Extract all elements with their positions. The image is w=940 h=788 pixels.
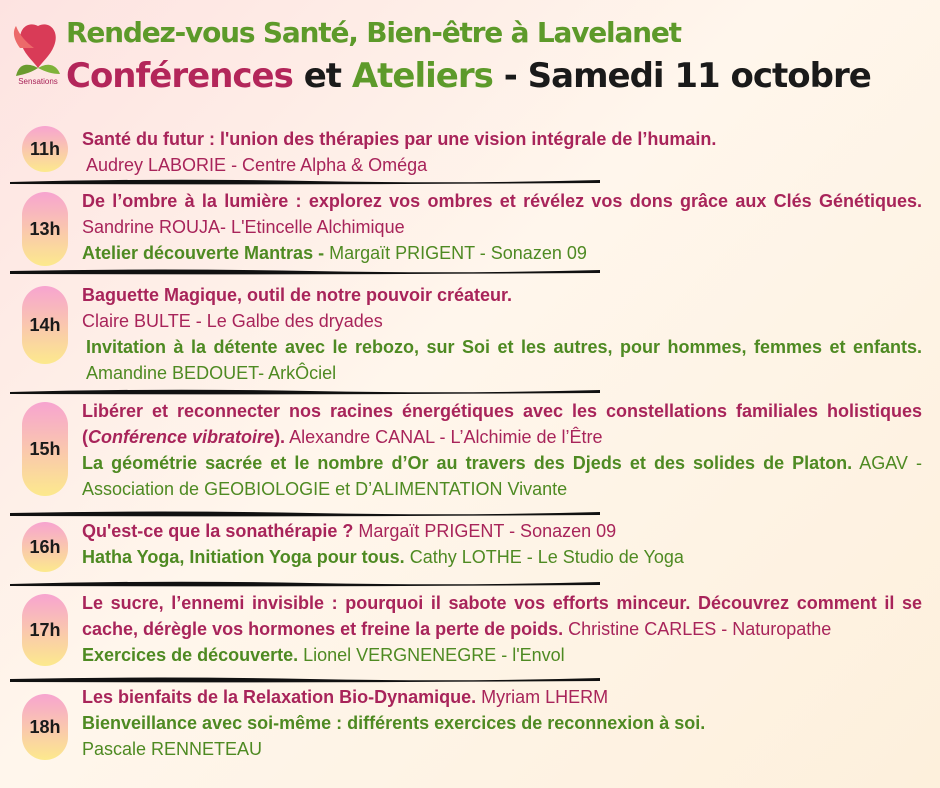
conference-entry: De l’ombre à la lumière : explorez vos ombres et révélez vos dons grâce aux Clés Génétiques. Sandrine ROUJA- L'Etincelle Alchimique <box>82 191 922 237</box>
speaker-line: Pascale RENNETEAU <box>82 739 263 759</box>
svg-text:Sensations: Sensations <box>18 77 58 86</box>
atelier-entry: Hatha Yoga, Initiation Yoga pour tous. Cathy LOTHE - Le Studio de Yoga <box>82 547 684 567</box>
time-badge: 18h <box>22 694 68 760</box>
conference-entry: Qu'est-ce que la sonathérapie ? Margaït PRIGENT - Sonazen 09 <box>82 521 617 541</box>
time-badge: 17h <box>22 594 68 666</box>
conference-title: Baguette Magique, outil de notre pouvoir créateur. <box>82 285 513 305</box>
speaker-line: Claire BULTE - Le Galbe des dryades <box>82 311 383 331</box>
time-badge: 11h <box>22 126 68 172</box>
slot-entries <box>82 188 922 266</box>
atelier-title: Bienveillance avec soi-même : différents exercices de reconnexion à soi. <box>82 713 706 733</box>
atelier-entry: Exercices de découverte. Lionel VERGNENEGRE - l'Envol <box>82 645 565 665</box>
brush-divider <box>10 386 600 396</box>
brush-divider <box>10 674 600 684</box>
event-subtitle: Conférences et Ateliers - Samedi 11 octobre <box>66 56 871 96</box>
slot-entries <box>82 126 922 178</box>
speaker-line: Audrey LABORIE - Centre Alpha & Oméga <box>86 155 428 175</box>
slot-entries <box>82 518 922 570</box>
conference-title: Santé du futur : l'union des thérapies par une vision intégrale de l’humain. <box>82 129 717 149</box>
brush-divider <box>10 578 600 588</box>
atelier-entry: Invitation à la détente avec le rebozo, sur Soi et les autres, pour hommes, femmes et enfants. Amandine BEDOUET- ArkÔciel <box>86 337 922 383</box>
slot-entries <box>82 590 922 668</box>
conference-entry: La géométrie sacrée et le nombre d’Or au travers des Djeds et des solides de Platon. AGAV - Association de GEOBIOLOGIE et D’ALIMENTATION Vivante <box>82 453 922 499</box>
slot-entries <box>82 684 922 762</box>
atelier-entry: Atelier découverte Mantras - Margaït PRIGENT - Sonazen 09 <box>82 243 587 263</box>
time-badge: 16h <box>22 522 68 572</box>
time-badge: 15h <box>22 402 68 496</box>
time-badge: 13h <box>22 192 68 266</box>
brush-divider <box>10 508 600 518</box>
conference-entry: Le sucre, l’ennemi invisible : pourquoi il sabote vos efforts minceur. Découvrez comment il se cache, dérègle vos hormones et freine la perte de poids. Christine CARLES - Naturopathe <box>82 593 922 639</box>
conference-entry: Les bienfaits de la Relaxation Bio-Dynamique. Myriam LHERM <box>82 687 609 707</box>
sensations-logo <box>12 18 64 88</box>
event-title: Rendez-vous Santé, Bien-être à Lavelanet <box>66 16 681 49</box>
conference-entry: Libérer et reconnecter nos racines énergétiques avec les constellations familiales holistiques (Conférence vibratoire). Alexandre CANAL - L’Alchimie de l’Être <box>82 401 922 447</box>
slot-entries <box>82 282 922 386</box>
brush-divider <box>10 176 600 186</box>
brush-divider <box>10 266 600 276</box>
time-badge: 14h <box>22 286 68 364</box>
slot-entries <box>82 398 922 502</box>
